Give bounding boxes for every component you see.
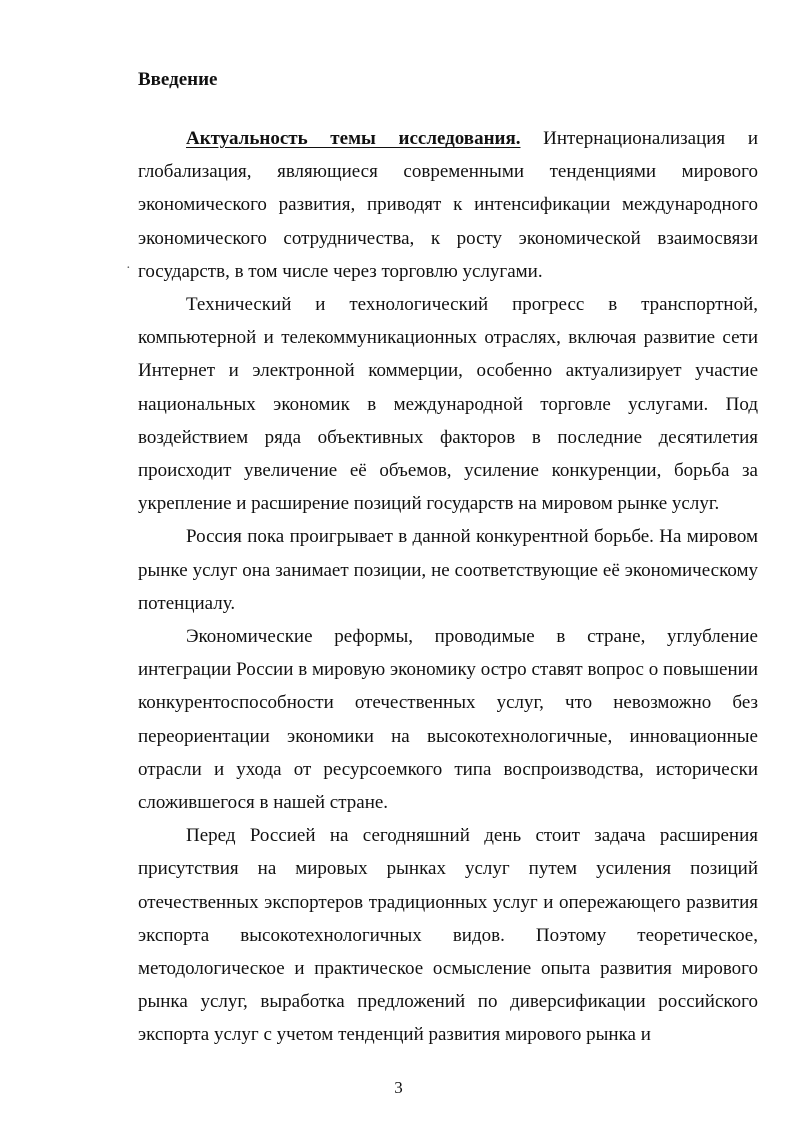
relevance-text: Интернационализация и глобализация, являющиеся современными тенденциями мирового экономического развития, приводят к интенсификации международного экономического сотрудничества, к росту экономической взаимосвязи государств, в том числе через торговлю услугами. bbox=[138, 128, 758, 282]
paragraph-russia-competition: Россия пока проигрывает в данной конкурентной борьбе. На мировом рынке услуг она занимает позиции, не соответствующие её экономическому потенциалу. bbox=[138, 526, 758, 614]
page-number: 3 bbox=[394, 1078, 403, 1097]
paragraph-russia-task: Перед Россией на сегодняшний день стоит задача расширения присутствия на мировых рынках услуг путем усиления позиций отечественных экспортеров традиционных услуг и опережающего развития экспорта высокотехнологичных видов. Поэтому теоретическое, методологическое и практическое осмысление опыта развития мирового рынка услуг, выработка предложений по диверсификации российского экспорта услуг с учетом тенденций развития мирового рынка и bbox=[138, 825, 758, 1046]
paragraph-relevance bbox=[138, 122, 758, 288]
relevance-heading: Актуальность темы исследования. bbox=[186, 128, 521, 149]
paragraph-technology-progress: Технический и технологический прогресс в транспортной, компьютерной и телекоммуникационных отраслях, включая развитие сети Интернет и электронной коммерции, особенно актуализирует участие национальных экономик в международной торговле услугами. Под воздействием ряда объективных факторов в последние десятилетия происходит увеличение её объемов, усиление конкуренции, борьба за укрепление и расширение позиций государств на мировом рынке услуг. bbox=[138, 294, 758, 515]
paragraph-economic-reforms: Экономические реформы, проводимые в стране, углубление интеграции России в мировую экономику остро ставят вопрос о повышении конкурентоспособности отечественных услуг, что невозможно без переориентации экономики на высокотехнологичные, инновационные отрасли и ухода от ресурсоемкого типа воспроизводства, исторически сложившегося в нашей стране. bbox=[138, 626, 758, 814]
margin-dot-mark: · bbox=[126, 261, 131, 276]
document-body bbox=[138, 122, 758, 1052]
page-title: Введение bbox=[138, 69, 218, 90]
